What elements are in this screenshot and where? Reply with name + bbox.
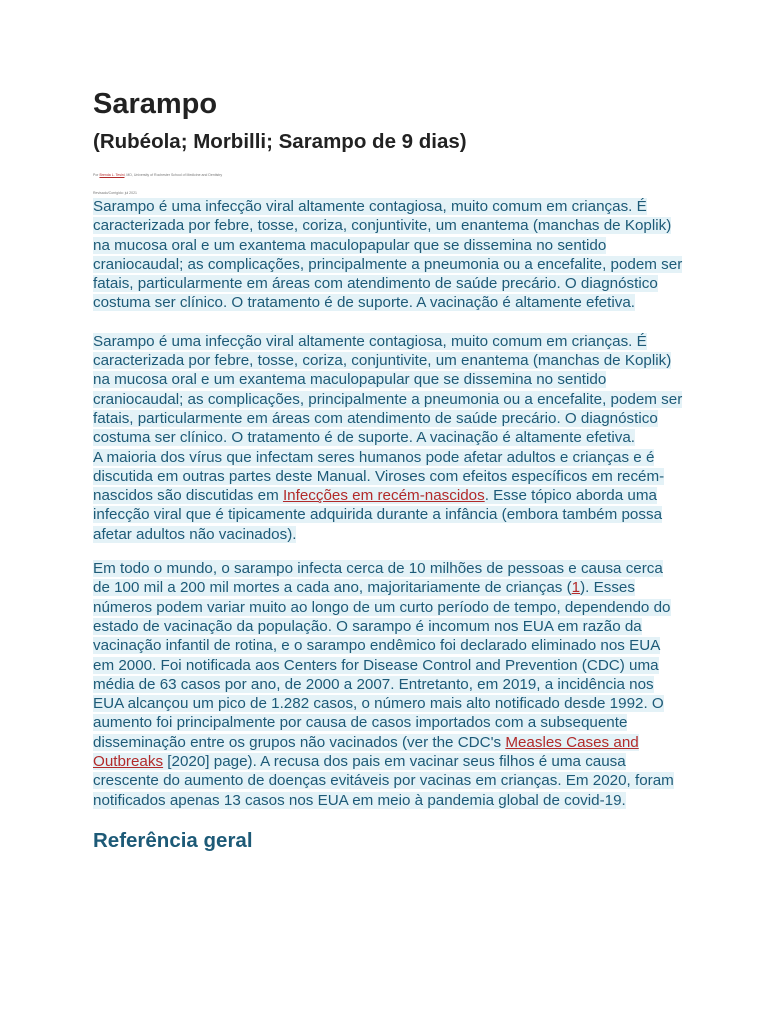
summary-paragraph <box>93 197 683 313</box>
epidemiology-text <box>93 560 674 809</box>
page-title: Sarampo <box>93 88 218 120</box>
epidemiology-text-1: Em todo o mundo, o sarampo infecta cerca de 10 milhões de pessoas e causa cerca de 100 mil a 200 mil mortes a cada ano, majoritariamente de crianças ( <box>93 560 663 597</box>
epidemiology-text-3: [2020] page). A recusa dos pais em vacinar seus filhos é uma causa crescente do aumento de doenças evitáveis por vacinas em crianças. Em 2020, foram notificados apenas 13 casos nos EUA em meio à pandemia global de covid-19. <box>93 753 674 809</box>
intro-text-before: A maioria dos vírus que infectam seres humanos pode afetar adultos e crianças e é discutida em outras partes deste Manual. Viroses com efeitos específicos em recém-nascidos são discutidas em <box>93 448 665 505</box>
summary-paragraph-repeat <box>93 332 683 448</box>
page-subtitle: (Rubéola; Morbilli; Sarampo de 9 dias) <box>93 130 467 153</box>
cdc-measles-link[interactable]: Measles Cases and Outbreaks <box>93 733 639 771</box>
author-affiliation: , MD, University of Rochester School of Medicine and Dentistry <box>124 173 223 177</box>
intro-paragraph <box>93 448 683 544</box>
epidemiology-text-2: ). Esses números podem variar muito ao longo de um curto período de tempo, dependendo do estado de vacinação da população. O sarampo é incomum nos EUA em razão da vacinação infantil de rotina, e o sarampo endêmico foi declarado eliminado nos EUA em 2000. Foi notificada aos Centers for Disease Control and Prevention (CDC) uma média de 63 casos por ano, de 2000 a 2007. Entretanto, em 2019, a incidência nos EUA alcançou um pico de 1.282 casos, o número mais alto notificado desde 1992. O aumento foi principalmente por causa de casos importados com a subsequente disseminação entre os grupos não vacinados (ver the CDC's <box>93 579 671 751</box>
article <box>93 84 683 856</box>
intro-text-after: . Esse tópico aborda uma infecção viral que é tipicamente adquirida durante a infância (embora também possa afetar adultos não vacinados). <box>93 487 663 543</box>
reference-1-link[interactable]: 1 <box>571 579 581 597</box>
author-link[interactable]: Brenda L. Tesini <box>99 173 125 177</box>
newborn-infections-link[interactable]: Infecções em recém-nascidos <box>282 487 485 505</box>
intro-text <box>93 449 664 543</box>
summary-text: Sarampo é uma infecção viral altamente contagiosa, muito comum em crianças. É caracterizada por febre, tosse, coriza, conjuntivite, um enantema (manchas de Koplik) na mucosa oral e um exantema maculopapular que se dissemina no sentido craniocaudal; as complicações, principalmente a pneumonia ou a encefalite, podem ser fatais, particularmente em áreas com atendimento de saúde precário. O diagnóstico costuma ser clínico. O tratamento é de suporte. A vacinação é altamente efetiva. <box>93 198 683 312</box>
summary-text-repeat: Sarampo é uma infecção viral altamente contagiosa, muito comum em crianças. É caracterizada por febre, tosse, coriza, conjuntivite, um enantema (manchas de Koplik) na mucosa oral e um exantema maculopapular que se dissemina no sentido craniocaudal; as complicações, principalmente a pneumonia ou a encefalite, podem ser fatais, particularmente em áreas com atendimento de saúde precário. O diagnóstico costuma ser clínico. O tratamento é de suporte. A vacinação é altamente efetiva. <box>93 332 683 447</box>
epidemiology-paragraph <box>93 559 683 810</box>
byline <box>93 172 683 178</box>
review-date: Revisado/Corrigido: jul 2021 <box>93 191 137 195</box>
byline-prefix: Por <box>93 173 99 177</box>
general-reference-heading: Referência geral <box>93 828 253 852</box>
